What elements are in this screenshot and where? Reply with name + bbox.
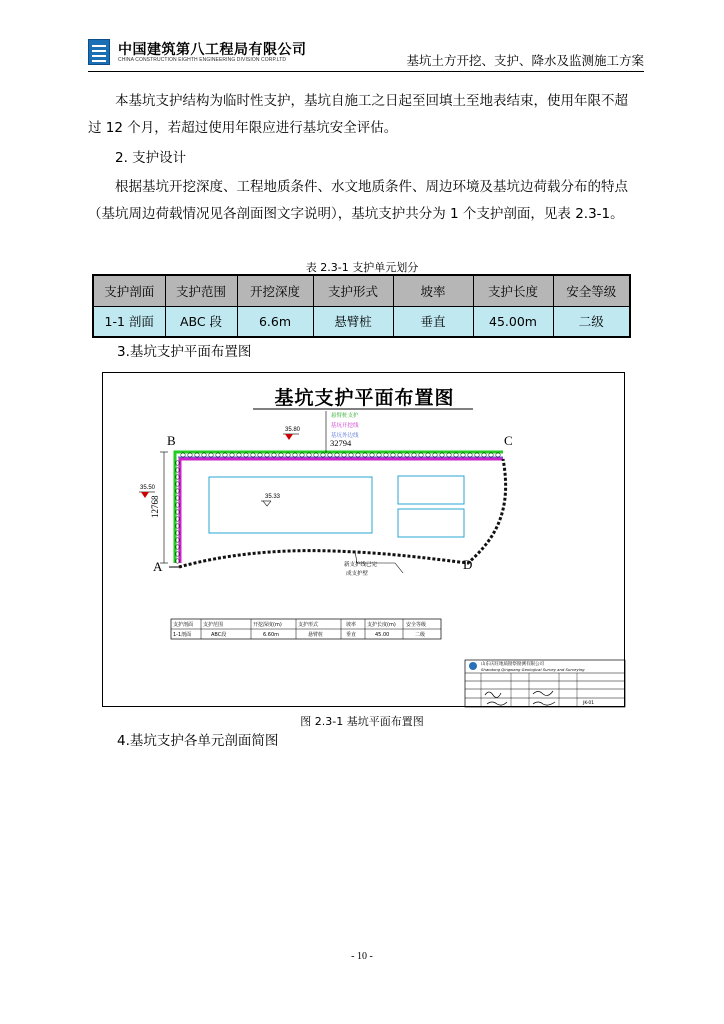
support-unit-table [92,274,631,338]
excavation-line [180,459,503,563]
elev-inner-label: 35.33 [265,494,281,500]
title-block-company: 山东庆旺地质勘察勘测有限公司 [481,662,544,667]
table-header-cell: 坡率 [393,275,473,306]
title-block-logo-icon [469,662,477,670]
table-cell: ABC 段 [165,306,237,337]
elev-left-label: 35.50 [140,485,156,491]
mini-header-cell: 安全等级 [406,622,427,628]
drawing-title: 基坑支护平面布置图 [274,387,455,409]
building-right-top [398,476,464,504]
legend-excavation: 基坑开挖线 [331,423,359,429]
mini-header-cell: 支护剖面 [173,622,194,628]
table-header-cell: 安全等级 [553,275,630,306]
mini-cell: 1-1剖面 [173,632,192,638]
point-a-label: A [153,559,163,574]
mini-cell: 45.00 [375,632,390,638]
elev-top-marker [285,434,293,440]
table-cell: 垂直 [393,306,473,337]
heading-support-design: 2. 支护设计 [115,150,187,166]
mini-cell: 6.60m [263,632,280,638]
dim-top-text: 32794 [330,438,352,448]
mini-header-cell: 开挖深度(m) [253,622,282,628]
table-cell: 6.6m [237,306,313,337]
heading-plan-layout: 3.基坑支护平面布置图 [117,344,252,360]
note-line-1: 新支护线已完 [344,562,378,568]
legend-pile: 悬臂桩支护 [331,413,359,419]
mini-header-cell: 支护形式 [298,622,319,628]
heading-section-diagrams: 4.基坑支护各单元剖面简图 [117,733,279,749]
table-header-cell: 开挖深度 [237,275,313,306]
table-cell: 45.00m [473,306,553,337]
table-row [93,306,630,337]
building-main [209,477,372,533]
paragraph-support-design: 根据基坑开挖深度、工程地质条件、水文地质条件、周边环境及基坑边荷载分布的特点（基坑周边荷载情况见各剖面图文字说明），基坑支护共分为 1 个支护剖面，见表 2.3-1。 [88,179,628,222]
pile-line [175,452,503,563]
page-number: - 10 - [351,951,373,962]
company-logo [88,39,110,65]
site-plan-drawing [102,372,625,707]
rock-boundary [179,459,506,567]
table-cell: 悬臂桩 [313,306,393,337]
site-plan-svg [103,373,626,708]
title-block-company-en: Shandong Qingwang Geological Survey and Surveying [481,667,585,672]
mini-cell: 垂直 [346,632,357,638]
table-header-row [93,275,630,306]
title-block-drawing-no: JK-01 [583,701,595,706]
paragraph-service-life: 本基坑支护结构为临时性支护，基坑自施工之日起至回填土至地表结束，使用年限不超过 12 个月，若超过使用年限应进行基坑安全评估。 [88,93,628,136]
table-caption: 表 2.3-1 支护单元划分 [305,261,419,274]
mini-cell: 二级 [415,632,426,638]
point-d-label: D [463,557,473,572]
mini-header-cell: 坡率 [346,622,357,628]
title-block [465,660,625,707]
signature-mark-3 [487,702,507,705]
table-header-cell: 支护范围 [165,275,237,306]
pile-dots [175,453,500,563]
point-b-label: B [167,433,176,448]
point-c-label: C [504,433,513,448]
signature-mark-4 [533,702,555,705]
page-header [88,36,644,72]
mini-cell: ABC段 [211,632,227,638]
mini-header-cell: 支护范围 [203,622,224,628]
company-name-en: CHINA CONSTRUCTION EIGHTH ENGINEERING DIVISION CORP.LTD [118,57,287,63]
note-line-2: 成支护壁 [346,571,369,577]
table-header-cell: 支护长度 [473,275,553,306]
table-header-cell: 支护形式 [313,275,393,306]
signature-mark-1 [485,692,501,698]
table-cell: 二级 [553,306,630,337]
table-header-cell: 支护剖面 [93,275,165,306]
dim-left-text: 12768 [150,495,160,518]
document-title: 基坑土方开挖、支护、降水及监测施工方案 [406,53,644,68]
mini-header-cell: 支护长度(m) [367,622,396,628]
mini-cell: 悬臂桩 [308,632,324,638]
company-name: 中国建筑第八工程局有限公司 [118,42,307,58]
building-right-bottom [398,509,464,537]
mini-table [171,619,441,639]
figure-caption: 图 2.3-1 基坑平面布置图 [300,715,424,728]
elev-top-label: 35.80 [285,427,301,433]
elev-left-marker [141,492,149,498]
signature-mark-2 [533,691,553,695]
table-cell: 1-1 剖面 [93,306,165,337]
legend-outer: 基坑外边线 [331,433,359,439]
